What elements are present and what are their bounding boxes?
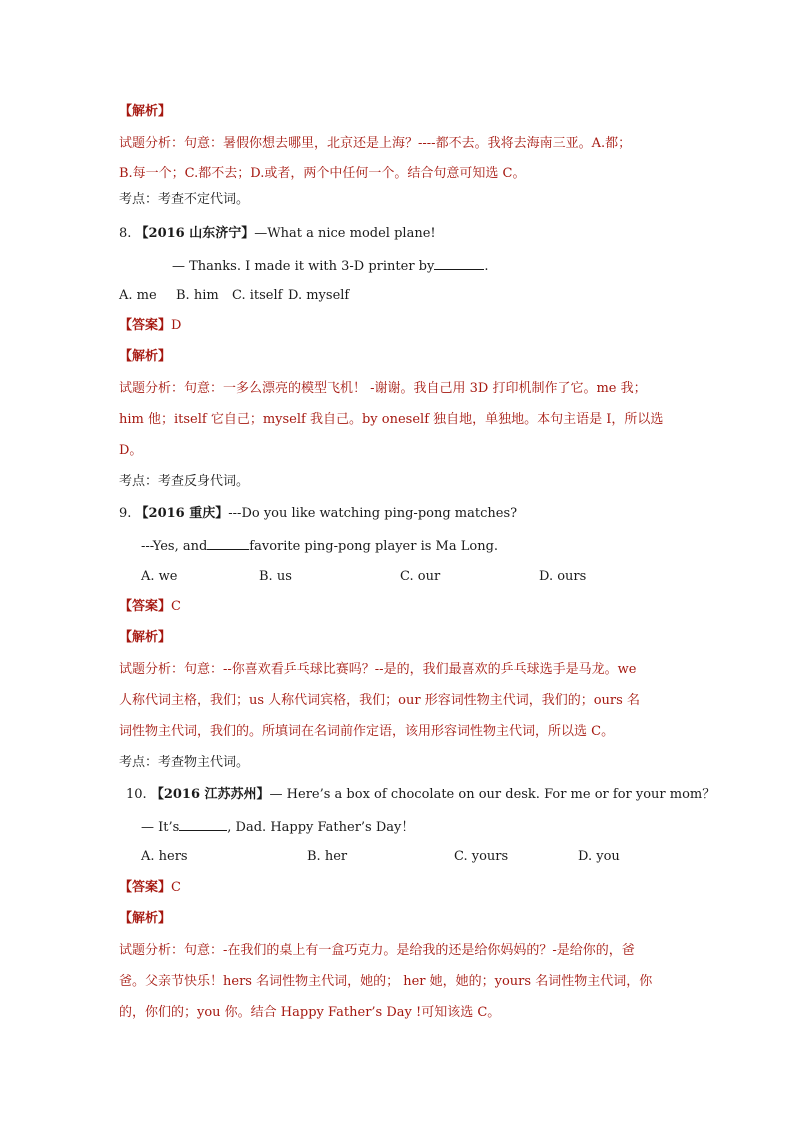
q9-answer-value: C [171,599,181,614]
q10-analysis-line-3: 的，你们的；you 你。结合 Happy Father’s Day !可知该选 C。 [119,1005,501,1020]
q10-reply-start: — It’s [141,820,180,835]
q10-analysis-line-1: 试题分析：句意：-在我们的桌上有一盒巧克力。是给我的还是给你妈妈的？-是给你的，爸 [119,943,635,958]
q8-answer-value: D [171,318,182,333]
q8-analysis-line-2: him 他；itself 它自己；myself 我自己。by oneself 独自地，单独地。本句主语是 I，所以选 [119,412,664,427]
q8-option-a: A. me [119,288,157,303]
q9-point: 考点：考查物主代词。 [119,755,250,770]
q8-option-c: C. itself [232,288,283,303]
q9-analysis-line-1: 试题分析：句意：--你喜欢看乒乓球比赛吗？--是的，我们最喜欢的乒乓球选手是马龙。we [119,662,637,677]
q10-option-d: D. you [578,849,620,864]
q10-option-c: C. yours [454,849,509,864]
q8-reply-end: . [484,259,489,274]
q9-source: 【2016 重庆】 [135,506,229,521]
q8-stem: —What a nice model plane! [254,226,436,241]
q9-reply-start: ---Yes, and [141,539,208,554]
q8-source: 【2016 山东济宁】 [135,226,255,241]
q9-analysis-line-2: 人称代词主格，我们；us 人称代词宾格，我们；our 形容词性物主代词，我们的；ours 名 [119,693,640,708]
q9-analysis-label: 【解析】 [119,630,172,645]
q9-answer-label: 【答案】 [119,599,172,614]
q9-option-d: D. ours [539,569,587,584]
q9-option-a: A. we [141,569,178,584]
q8-stem-line [119,226,436,242]
q10-reply-line [141,818,414,836]
q10-number: 10. [126,787,147,802]
q9-blank [207,537,249,550]
q9-stem-line [119,506,517,522]
q8-point: 考点：考查反身代词。 [119,474,250,489]
q9-reply-end: favorite ping-pong player is Ma Long. [249,539,499,554]
q9-stem: ---Do you like watching ping-pong matches? [228,506,518,521]
q10-answer-value: C [171,880,181,895]
q9-option-c: C. our [400,569,441,584]
q8-option-d: D. myself [288,288,350,303]
q8-number: 8. [119,226,132,241]
q8-option-b: B. him [176,288,219,303]
q7-analysis-line-2: B.每一个；C.都不去；D.或者，两个中任何一个。结合句意可知选 C。 [119,166,526,181]
q10-option-b: B. her [307,849,348,864]
q10-stem-line [126,787,715,803]
q10-stem: — Here’s a box of chocolate on our desk. For me or for your mom？ [269,787,716,802]
q9-option-b: B. us [259,569,292,584]
q8-analysis-label: 【解析】 [119,349,172,364]
q9-answer-line [119,599,181,615]
q9-analysis-line-3: 词性物主代词，我们的。所填词在名词前作定语，该用形容词性物主代词，所以选 C。 [119,724,615,739]
q7-analysis-label: 【解析】 [119,104,172,119]
q8-reply: — Thanks. I made it with 3-D printer by [172,259,435,274]
q10-analysis-line-2: 爸。父亲节快乐！hers 名词性物主代词，她的； her 她，她的；yours 名词性物主代词，你 [119,974,653,989]
q8-answer-line [119,318,181,334]
q10-answer-label: 【答案】 [119,880,172,895]
q9-reply-line [141,537,498,555]
q10-source: 【2016 江苏苏州】 [150,787,270,802]
q8-analysis-line-1: 试题分析：句意：一多么漂亮的模型飞机！ -谢谢。我自己用 3D 打印机制作了它。me 我； [119,381,647,396]
q8-reply-line [172,257,489,275]
q8-analysis-line-3: D。 [119,443,143,458]
q10-reply-end: , Dad. Happy Father’s Day！ [227,820,415,835]
q10-analysis-label: 【解析】 [119,911,172,926]
q8-blank [434,257,484,270]
q7-point: 考点：考查不定代词。 [119,192,250,207]
q8-answer-label: 【答案】 [119,318,172,333]
q7-analysis-line-1: 试题分析：句意：暑假你想去哪里，北京还是上海？----都不去。我将去海南三亚。A.都； [119,136,632,151]
q10-blank [179,818,227,831]
q9-number: 9. [119,506,132,521]
q10-answer-line [119,880,181,896]
q10-option-a: A. hers [141,849,188,864]
